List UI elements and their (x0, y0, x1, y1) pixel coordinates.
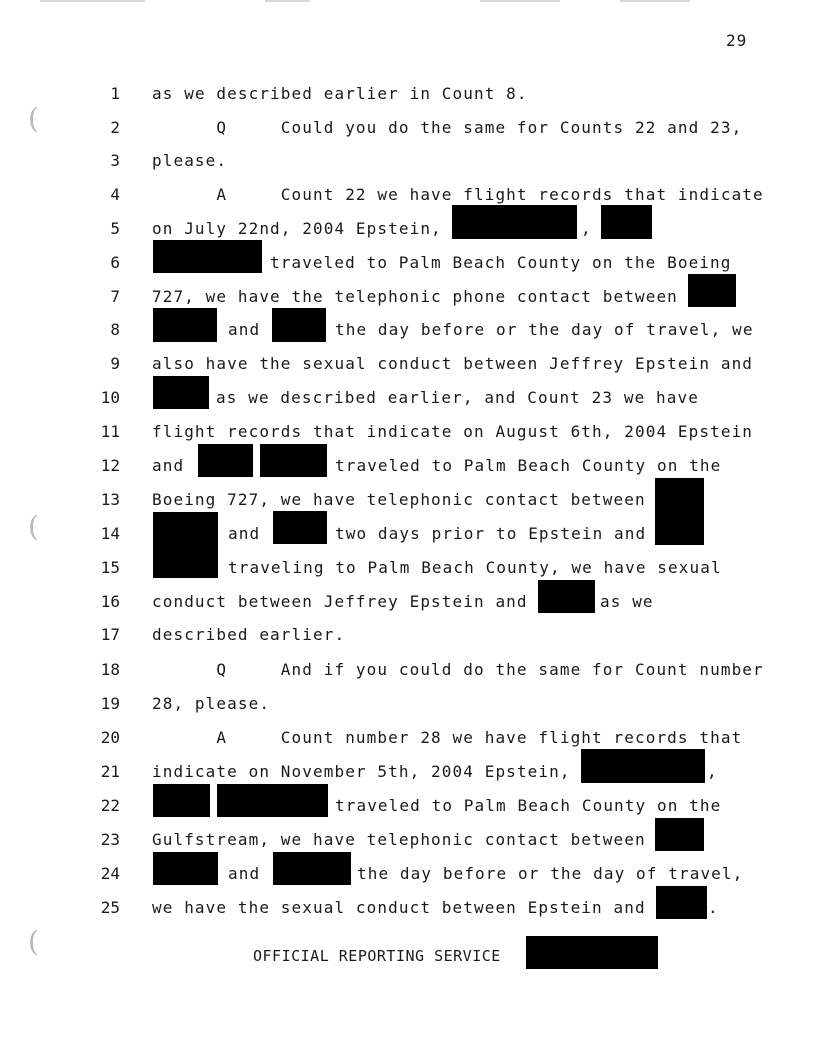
scan-edge-mark (480, 0, 560, 2)
transcript-line: as we described earlier, and Count 23 we have (216, 388, 699, 407)
transcript-line: the day before or the day of travel, (357, 864, 744, 883)
transcript-line: 727, we have the telephonic phone contact between (152, 287, 678, 306)
transcript-line: Gulfstream, we have telephonic contact between (152, 830, 646, 849)
scan-edge-mark (40, 0, 145, 2)
line-number: 24 (100, 864, 120, 883)
line-number: 19 (100, 694, 120, 713)
transcript-line: 28, please. (152, 694, 271, 713)
redaction-bar (217, 784, 328, 817)
transcript-line: please. (152, 151, 228, 170)
redaction-bar (538, 580, 595, 613)
line-number: 13 (100, 490, 120, 509)
line-number: 25 (100, 898, 120, 917)
line-number: 9 (110, 354, 120, 373)
transcript-line: conduct between Jeffrey Epstein and (152, 592, 528, 611)
scan-edge-mark (265, 0, 310, 2)
line-number: 3 (110, 151, 120, 170)
page-number: 29 (726, 31, 748, 50)
transcript-line: and (228, 320, 261, 339)
line-number: 8 (110, 320, 120, 339)
transcript-line: as we described earlier in Count 8. (152, 84, 528, 103)
transcript-line: A Count number 28 we have flight records that (152, 728, 743, 747)
transcript-line: and (228, 864, 261, 883)
line-number: 2 (110, 118, 120, 137)
redaction-bar (655, 478, 704, 545)
redaction-bar (153, 512, 218, 578)
redaction-bar (153, 376, 209, 409)
redaction-bar (656, 886, 707, 919)
redaction-bar (601, 205, 652, 239)
line-number: 12 (100, 456, 120, 475)
hole-punch-mark: ( (28, 925, 39, 958)
transcript-line: traveled to Palm Beach County on the (335, 796, 722, 815)
line-number: 10 (100, 388, 120, 407)
line-number: 6 (110, 253, 120, 272)
redaction-bar (273, 852, 351, 885)
redaction-bar (260, 444, 327, 477)
redaction-bar (655, 818, 704, 851)
transcript-line: Q Could you do the same for Counts 22 and 23, (152, 118, 743, 137)
transcript-line: traveled to Palm Beach County on the Boeing (270, 253, 732, 272)
transcript-line: traveling to Palm Beach County, we have sexual (228, 558, 722, 577)
transcript-line: , (707, 762, 718, 781)
transcript-line: Q And if you could do the same for Count number (152, 660, 764, 679)
transcript-line: . (708, 898, 719, 917)
transcript-line: indicate on November 5th, 2004 Epstein, (152, 762, 571, 781)
transcript-line: flight records that indicate on August 6th, 2004 Epstein (152, 422, 754, 441)
transcript-line: A Count 22 we have flight records that indicate (152, 185, 764, 204)
line-number: 23 (100, 830, 120, 849)
transcript-line: on July 22nd, 2004 Epstein, (152, 219, 442, 238)
redaction-bar (153, 784, 210, 817)
hole-punch-mark: ( (28, 510, 39, 543)
redaction-bar (581, 749, 705, 783)
redaction-bar (153, 240, 262, 273)
line-number: 16 (100, 592, 120, 611)
transcript-line: described earlier. (152, 625, 346, 644)
transcript-line: and (228, 524, 261, 543)
redaction-bar (153, 852, 218, 885)
redaction-bar (272, 308, 326, 342)
redaction-bar (452, 205, 577, 239)
transcript-line: the day before or the day of travel, we (335, 320, 754, 339)
line-number: 21 (100, 762, 120, 781)
footer-reporting-service: OFFICIAL REPORTING SERVICE (253, 947, 501, 965)
line-number: 7 (110, 287, 120, 306)
transcript-line: traveled to Palm Beach County on the (335, 456, 722, 475)
line-number: 4 (110, 185, 120, 204)
transcript-line: , (581, 219, 592, 238)
line-number: 15 (100, 558, 120, 577)
line-number: 1 (110, 84, 120, 103)
redaction-bar (153, 308, 217, 342)
redaction-bar (526, 936, 658, 969)
transcript-line: also have the sexual conduct between Jeffrey Epstein and (152, 354, 754, 373)
line-number: 22 (100, 796, 120, 815)
transcript-line: Boeing 727, we have telephonic contact between (152, 490, 646, 509)
redaction-bar (198, 444, 253, 477)
line-number: 11 (100, 422, 120, 441)
line-number: 17 (100, 625, 120, 644)
transcript-line: two days prior to Epstein and (335, 524, 647, 543)
transcript-line: and (152, 456, 185, 475)
line-number: 18 (100, 660, 120, 679)
redaction-bar (688, 274, 736, 307)
redaction-bar (273, 511, 327, 544)
line-number: 20 (100, 728, 120, 747)
scan-edge-mark (620, 0, 690, 2)
transcript-line: we have the sexual conduct between Epstein and (152, 898, 646, 917)
line-number: 5 (110, 219, 120, 238)
transcript-line: as we (600, 592, 654, 611)
line-number: 14 (100, 524, 120, 543)
hole-punch-mark: ( (28, 102, 39, 135)
